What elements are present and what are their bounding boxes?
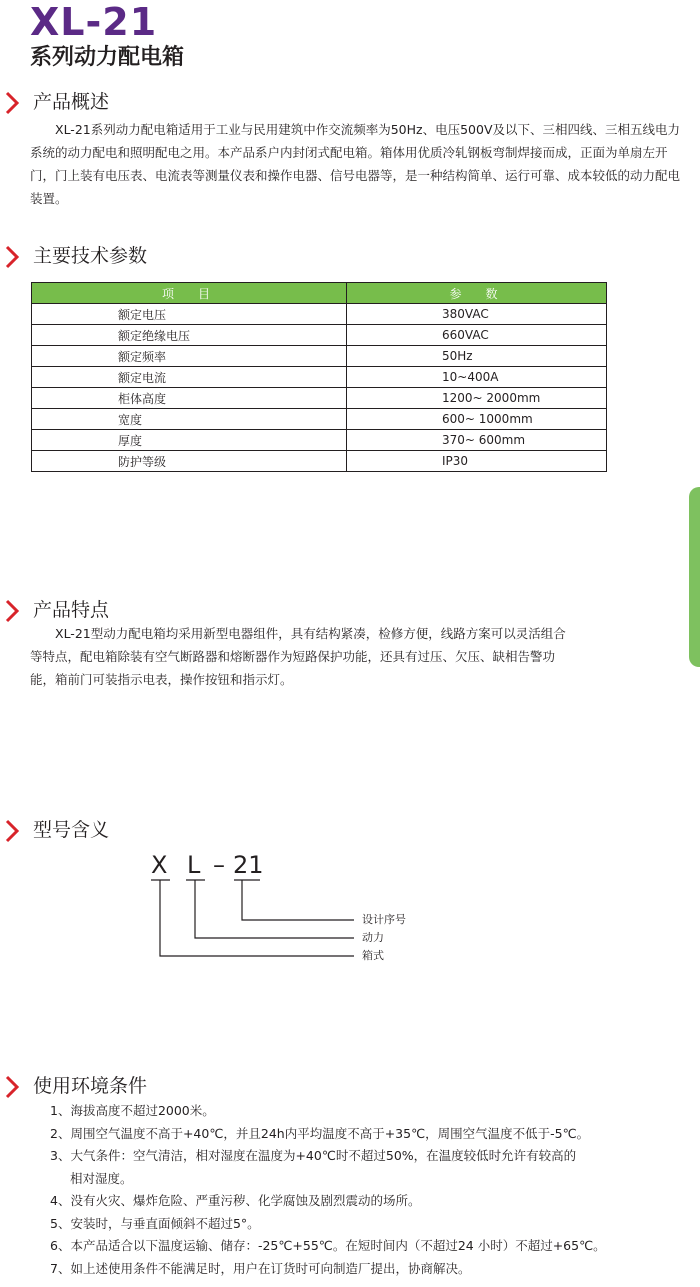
col-header-item: 项 目 — [32, 283, 347, 304]
table-row — [32, 430, 607, 451]
table-row — [32, 367, 607, 388]
list-item: 7、如上述使用条件不能满足时，用户在订货时可向制造厂提出，协商解决。 — [50, 1260, 471, 1276]
features-paragraph — [30, 622, 670, 691]
overview-text: XL-21系列动力配电箱适用于工业与民用建筑中作交流频率为50Hz、电压500V及以下、三相四线、三相五线电力系统的动力配电和照明配电之用。本产品系户内封闭式配电箱。箱体用优质冷轧钢板弯制焊接而成，正面为单扇左开门，门上装有电压表、电流表等测量仪表和操作电器、信号电器等，是一种结构简单、运行可靠、成本较低的动力配电装置。 — [30, 122, 681, 206]
chevron-right-icon — [3, 597, 25, 625]
col-header-value: 参 数 — [347, 283, 607, 304]
spec-value-cell: 10~400A — [347, 367, 607, 388]
table-row — [32, 388, 607, 409]
list-item: 6、本产品适合以下温度运输、储存：-25℃+55℃。在短时间内（不超过24 小时）不超过+65℃。 — [50, 1238, 606, 1253]
spec-item-cell: 宽度 — [32, 409, 347, 430]
spec-item-cell: 柜体高度 — [32, 388, 347, 409]
chevron-right-icon — [3, 89, 25, 117]
list-item: 相对湿度。 — [70, 1170, 133, 1186]
spec-item-cell: 额定电流 — [32, 367, 347, 388]
features-line: 能，箱前门可装指示电表，操作按钮和指示灯。 — [30, 672, 293, 687]
chevron-right-icon — [3, 243, 25, 271]
section-heading-label: 型号含义 — [33, 819, 110, 841]
table-row — [32, 304, 607, 325]
spec-item-cell: 额定频率 — [32, 346, 347, 367]
model-number: 21 — [233, 851, 264, 879]
section-specs-heading — [3, 243, 303, 271]
model-letter-l: L — [187, 851, 201, 879]
table-row — [32, 451, 607, 472]
specs-table — [31, 282, 607, 472]
list-item: 1、海拔高度不超过2000米。 — [50, 1103, 215, 1118]
list-item: 3、大气条件：空气清洁，相对湿度在温度为+40℃时不超过50%，在温度较低时允许有较高的 — [50, 1148, 577, 1163]
side-tab[interactable] — [689, 487, 700, 667]
section-heading-label: 产品概述 — [33, 91, 110, 113]
spec-value-cell: 660VAC — [347, 325, 607, 346]
label-power: 动力 — [362, 931, 384, 944]
spec-value-cell: 600~ 1000mm — [347, 409, 607, 430]
label-design-number: 设计序号 — [362, 913, 406, 926]
section-features-heading — [3, 597, 303, 625]
features-line: XL-21型动力配电箱均采用新型电器组件，具有结构紧凑，检修方便，线路方案可以灵活组合 — [55, 626, 566, 641]
overview-paragraph — [30, 118, 690, 210]
spec-value-cell: 50Hz — [347, 346, 607, 367]
section-heading-label: 主要技术参数 — [33, 245, 148, 267]
page-title: 系列动力配电箱 — [30, 45, 185, 70]
section-heading-label: 产品特点 — [33, 599, 110, 621]
table-header-row — [32, 283, 607, 304]
environment-list — [50, 1100, 690, 1280]
features-line: 等特点，配电箱除装有空气断路器和熔断器作为短路保护功能，还具有过压、欠压、缺相告警功 — [30, 649, 556, 664]
table-row — [32, 409, 607, 430]
list-item: 2、周围空气温度不高于+40℃，并且24h内平均温度不高于+35℃，周围空气温度不低于-5℃。 — [50, 1125, 590, 1141]
model-letter-x: X — [151, 851, 168, 879]
model-code: XL-21 — [30, 0, 158, 44]
spec-value-cell: 1200~ 2000mm — [347, 388, 607, 409]
model-dash: – — [213, 851, 225, 879]
section-environment-heading — [3, 1073, 303, 1101]
section-heading-label: 使用环境条件 — [33, 1075, 148, 1097]
spec-value-cell: IP30 — [347, 451, 607, 472]
list-item: 5、安装时，与垂直面倾斜不超过5°。 — [50, 1215, 260, 1231]
chevron-right-icon — [3, 817, 25, 845]
spec-item-cell: 额定电压 — [32, 304, 347, 325]
section-model-heading — [3, 817, 303, 845]
spec-value-cell: 370~ 600mm — [347, 430, 607, 451]
table-row — [32, 346, 607, 367]
spec-item-cell: 厚度 — [32, 430, 347, 451]
spec-item-cell: 额定绝缘电压 — [32, 325, 347, 346]
list-item: 4、没有火灾、爆炸危险、严重污秽、化学腐蚀及剧烈震动的场所。 — [50, 1193, 421, 1208]
table-row — [32, 325, 607, 346]
label-box-type: 箱式 — [362, 949, 384, 962]
spec-value-cell: 380VAC — [347, 304, 607, 325]
section-overview-heading — [3, 89, 303, 117]
spec-item-cell: 防护等级 — [32, 451, 347, 472]
chevron-right-icon — [3, 1073, 25, 1101]
